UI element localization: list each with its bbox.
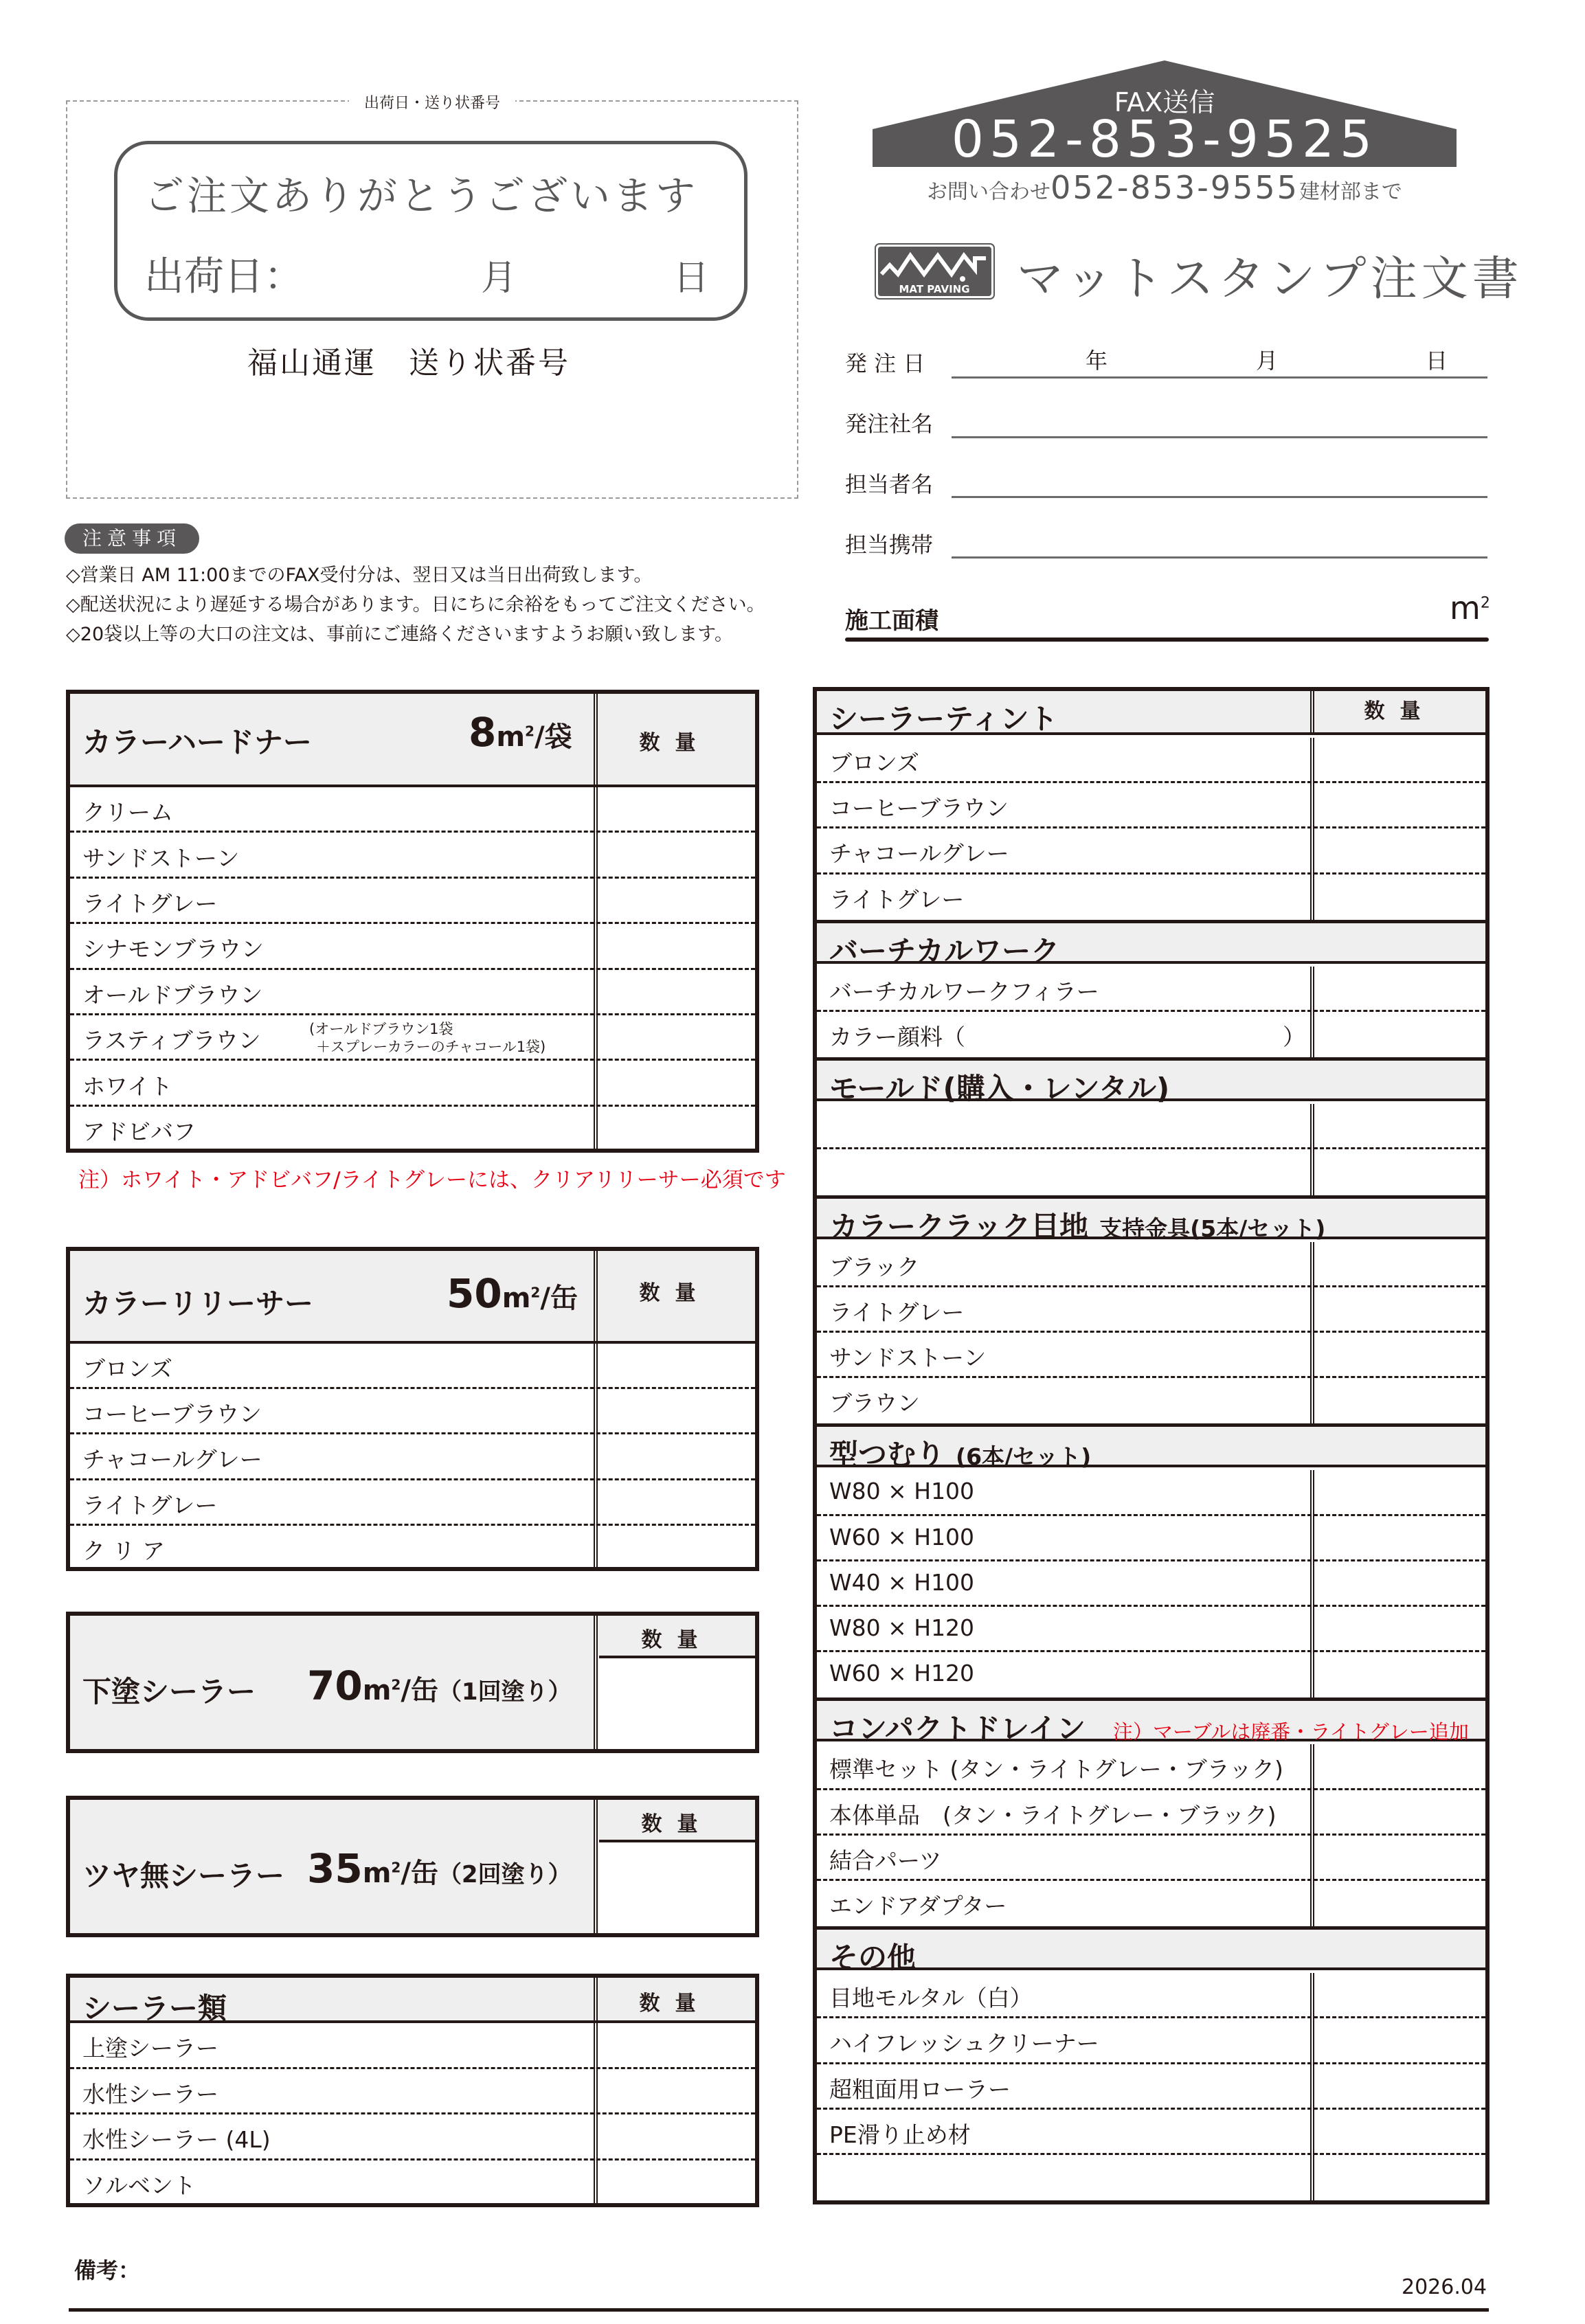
- qty-header: 数量: [641, 1628, 713, 1652]
- section-subtitle: 支持金具(5本/セット): [1099, 1215, 1326, 1242]
- qty-cell[interactable]: [1314, 783, 1485, 826]
- coverage-per: /缶: [401, 1675, 438, 1706]
- person-label: 担当者名: [845, 471, 934, 497]
- table-row: [817, 828, 1485, 874]
- table-row: [817, 1744, 1485, 1790]
- qty-cell[interactable]: [599, 2161, 755, 2207]
- item-label: チャコールグレー: [82, 1446, 262, 1474]
- hardener-title: カラーハードナー: [82, 725, 312, 759]
- qty-cell[interactable]: [1314, 828, 1485, 872]
- table-row: [817, 1836, 1485, 1881]
- paren-close: ）: [1283, 1024, 1305, 1051]
- table-row: [817, 1378, 1485, 1423]
- qty-cell[interactable]: [1314, 738, 1485, 781]
- item-label: クリーム: [82, 799, 173, 826]
- qty-cell[interactable]: [1314, 1516, 1485, 1559]
- section-header: [817, 1423, 1485, 1472]
- table-row: [70, 879, 755, 924]
- remarks-field[interactable]: [69, 2308, 1489, 2312]
- section-header: [817, 691, 1485, 735]
- table-row: [70, 787, 755, 833]
- section-title: バーチカルワーク: [829, 934, 1060, 968]
- table-row: [817, 1607, 1485, 1652]
- note-line: ◇20袋以上等の大口の注文は、事前にご連絡くださいますようお願い致します。: [66, 624, 733, 645]
- notes-badge: 注意事項: [65, 523, 199, 554]
- logo-text: MAT PAVING: [899, 283, 970, 295]
- qty-header: 数量: [1364, 699, 1436, 723]
- coverage-num: 35: [307, 1845, 363, 1892]
- item-label: ライトグレー: [82, 890, 218, 917]
- rusty-brown-note: (オールドブラウン1袋: [309, 1021, 453, 1037]
- table-row: [817, 1470, 1485, 1515]
- section-header: [817, 920, 1485, 968]
- table-row: [817, 1242, 1485, 1287]
- qty-cell[interactable]: [1314, 2064, 1485, 2108]
- qty-cell[interactable]: [599, 2023, 755, 2067]
- item-label: コーヒーブラウン: [829, 795, 1009, 822]
- mat-paving-logo: [875, 243, 995, 300]
- item-label: 本体単品 (タン・ライトグレー・ブラック): [829, 1801, 1277, 1829]
- ship-date-label: 出荷日：: [144, 253, 304, 300]
- releaser-coverage: [447, 1270, 578, 1317]
- item-label: 目地モルタル（白）: [829, 1985, 1033, 2012]
- qty-cell[interactable]: [599, 1015, 755, 1059]
- section-title: シーラーティント: [829, 702, 1058, 736]
- table-row: [70, 2114, 755, 2161]
- item-label: 標準セット (タン・ライトグレー・ブラック): [829, 1756, 1283, 1783]
- qty-cell[interactable]: [1314, 1104, 1485, 1147]
- mobile-field[interactable]: [952, 556, 1487, 559]
- note-line: ◇営業日 AM 11:00までのFAX受付分は、翌日又は当日出荷致します。: [66, 565, 653, 586]
- item-label: 水性シーラー (4L): [82, 2126, 271, 2154]
- area-unit-m: m: [1450, 589, 1481, 627]
- fax-number: 052-853-9525: [951, 110, 1378, 169]
- item-label: ソルベント: [82, 2171, 196, 2199]
- section-title: コンパクトドレイン 注）マーブルは廃番・ライトグレー追加: [829, 1712, 1469, 1746]
- hardener-coverage: [469, 709, 572, 756]
- qty-cell[interactable]: [1314, 1836, 1485, 1879]
- qty-cell[interactable]: [599, 1842, 755, 1933]
- section-header: [817, 1697, 1485, 1746]
- item-label: ライトグレー: [829, 1298, 965, 1326]
- qty-cell[interactable]: [1314, 967, 1485, 1010]
- qty-cell[interactable]: [599, 1480, 755, 1524]
- thanks-text: ご注文ありがとうございます: [144, 172, 699, 219]
- qty-cell[interactable]: [599, 2069, 755, 2113]
- rusty-brown-note: ＋スプレーカラーのチャコール1袋): [316, 1039, 546, 1055]
- section-subtitle: (6本/セット): [956, 1443, 1092, 1471]
- coverage-unit: m: [496, 721, 526, 753]
- item-label: アドビバフ: [82, 1118, 196, 1145]
- table-row: [817, 783, 1485, 828]
- carrier-tracking-label: 福山通運 送り状番号: [247, 346, 570, 381]
- item-label: PE滑り止め材: [829, 2121, 971, 2148]
- column-divider: [1310, 1744, 1314, 1926]
- coverage-num: 50: [447, 1270, 502, 1317]
- table-row: [817, 1790, 1485, 1836]
- item-label: オールドブラウン: [82, 981, 263, 1008]
- section-title: その他: [829, 1941, 917, 1975]
- matte-sealer-title: ツヤ無シーラー: [82, 1859, 285, 1893]
- table-row: [70, 1480, 755, 1526]
- table-row: [70, 1389, 755, 1434]
- column-divider: [1310, 738, 1314, 920]
- qty-header-cell: [599, 1800, 755, 1842]
- qty-header: 数量: [639, 1281, 711, 1305]
- qty-cell[interactable]: [1314, 2018, 1485, 2062]
- qty-cell[interactable]: [1314, 2110, 1485, 2153]
- table-row: [70, 2069, 755, 2115]
- order-date-label: 発 注 日: [845, 350, 925, 376]
- item-label: 水性シーラー: [82, 2080, 218, 2108]
- inquiry-suffix: 建材部まで: [1299, 180, 1402, 204]
- releaser-title: カラーリリーサー: [82, 1287, 314, 1320]
- qty-cell[interactable]: [599, 833, 755, 876]
- table-row: [70, 1344, 755, 1389]
- section-title: 型つむり (6本/セット): [829, 1438, 1092, 1472]
- table-row: [817, 1149, 1485, 1195]
- coverage-sup: 2: [391, 1676, 401, 1693]
- table-row: [70, 1434, 755, 1480]
- item-label: ラスティブラウン: [82, 1027, 261, 1054]
- ship-day-label: 日: [673, 258, 710, 299]
- column-divider: [1310, 1104, 1314, 1195]
- coverage-num: 70: [307, 1662, 363, 1709]
- item-label: ブラック: [829, 1253, 920, 1281]
- remarks-label: 備考：: [74, 2257, 141, 2283]
- releaser-table: [66, 1247, 759, 1571]
- area-label: 施工面積: [845, 607, 938, 635]
- column-divider: [1310, 1242, 1314, 1424]
- qty-cell[interactable]: [1314, 1790, 1485, 1834]
- table-row: [70, 2023, 755, 2069]
- ship-month-label: 月: [481, 258, 517, 299]
- item-label: W80 × H100: [829, 1478, 975, 1505]
- qty-cell[interactable]: [1314, 1242, 1485, 1285]
- item-label: チャコールグレー: [829, 840, 1009, 868]
- table-row: [817, 1561, 1485, 1607]
- hardener-header: [70, 694, 755, 787]
- item-label: ブロンズ: [829, 749, 920, 777]
- table-row: [817, 1287, 1485, 1333]
- qty-cell[interactable]: [1314, 2155, 1485, 2200]
- coverage-per: /袋: [534, 721, 572, 753]
- qty-header: 数量: [641, 1812, 713, 1836]
- table-row: [70, 1015, 755, 1061]
- qty-header-cell: [599, 1616, 755, 1658]
- area-unit-sup: 2: [1480, 594, 1490, 612]
- item-label: エンドアダプター: [829, 1893, 1007, 1920]
- sealers-title: シーラー類: [82, 1992, 227, 2025]
- accessories-table: [813, 687, 1490, 2204]
- section-header: [817, 1057, 1485, 1106]
- fax-label: FAX送信: [1114, 87, 1215, 117]
- qty-header: 数量: [639, 1992, 711, 2016]
- coverage-num: 8: [469, 709, 497, 756]
- order-day-label: 日: [1426, 348, 1448, 374]
- qty-cell[interactable]: [1314, 1744, 1485, 1787]
- item-label: W60 × H100: [829, 1523, 975, 1550]
- inquiry-line: [873, 169, 1457, 206]
- qty-cell[interactable]: [1314, 1607, 1485, 1650]
- item-label: ブラウン: [829, 1390, 920, 1417]
- qty-cell[interactable]: [1314, 1881, 1485, 1926]
- item-label: バーチカルワークフィラー: [829, 978, 1099, 1005]
- qty-cell[interactable]: [1314, 1973, 1485, 2016]
- table-row: [70, 1061, 755, 1106]
- coverage-unit: m: [362, 1675, 392, 1706]
- coats-note: （2回塗り）: [438, 1861, 572, 1888]
- qty-cell[interactable]: [1314, 1012, 1485, 1057]
- company-label: 発注社名: [845, 411, 934, 437]
- qty-cell[interactable]: [599, 1061, 755, 1104]
- qty-cell[interactable]: [599, 787, 755, 831]
- item-label: カラー顔料（: [829, 1024, 965, 1051]
- qty-cell[interactable]: [599, 1434, 755, 1478]
- qty-cell[interactable]: [599, 970, 755, 1013]
- company-field[interactable]: [952, 436, 1487, 438]
- form-title: マットスタンプ注文書: [1017, 252, 1523, 306]
- item-label: ブロンズ: [82, 1355, 173, 1383]
- table-row: [817, 1516, 1485, 1561]
- qty-cell[interactable]: [1314, 1333, 1485, 1376]
- qty-cell[interactable]: [1314, 1149, 1485, 1195]
- qty-cell[interactable]: [599, 2114, 755, 2158]
- table-row: [817, 1881, 1485, 1926]
- table-row: [817, 1652, 1485, 1697]
- table-row: [817, 2018, 1485, 2064]
- item-label: サンドストーン: [829, 1344, 987, 1372]
- section-title: カラークラック目地 支持金具(5本/セット): [829, 1209, 1326, 1243]
- section-note: 注）マーブルは廃番・ライトグレー追加: [1112, 1720, 1469, 1744]
- table-row: [817, 2110, 1485, 2155]
- coverage-per: /缶: [540, 1283, 578, 1314]
- table-row: [70, 2161, 755, 2207]
- qty-header: 数量: [639, 731, 711, 755]
- order-date-field[interactable]: [952, 376, 1487, 379]
- area-unit: [1450, 589, 1490, 627]
- base-sealer-coverage: [307, 1662, 572, 1709]
- shipping-box-label: 出荷日・送り状番号: [349, 91, 515, 113]
- table-row: [817, 1012, 1485, 1057]
- matte-sealer-table: [66, 1796, 759, 1937]
- table-row: [817, 738, 1485, 783]
- coats-note: （1回塗り）: [438, 1678, 572, 1706]
- item-label: 超粗面用ローラー: [829, 2075, 1011, 2103]
- column-divider: [1310, 1470, 1314, 1697]
- section-title: モールド(購入・レンタル): [829, 1072, 1170, 1106]
- order-year-label: 年: [1086, 348, 1108, 374]
- section-header: [817, 1195, 1485, 1243]
- table-row: [817, 1973, 1485, 2018]
- matte-sealer-coverage: [307, 1845, 572, 1892]
- qty-cell[interactable]: [1314, 1287, 1485, 1331]
- person-field[interactable]: [952, 496, 1487, 498]
- hardener-note: 注）ホワイト・アドビバフ/ライトグレーには、クリアリリーサー必須です: [78, 1168, 786, 1193]
- column-divider: [594, 1800, 598, 1933]
- qty-cell[interactable]: [1314, 1470, 1485, 1513]
- item-label: 結合パーツ: [829, 1847, 942, 1874]
- table-row: [817, 1104, 1485, 1149]
- qty-cell[interactable]: [1314, 1561, 1485, 1605]
- item-label: コーヒーブラウン: [82, 1401, 262, 1428]
- section-header: [817, 1926, 1485, 1975]
- column-divider: [1310, 967, 1314, 1057]
- area-field[interactable]: [845, 638, 1489, 642]
- coverage-unit: m: [502, 1283, 531, 1314]
- item-label: ライトグレー: [829, 885, 965, 913]
- item-label: ハイフレッシュクリーナー: [829, 2030, 1099, 2057]
- qty-cell[interactable]: [1314, 1378, 1485, 1423]
- table-row: [817, 2155, 1485, 2200]
- table-row: [817, 2064, 1485, 2110]
- table-row: [817, 967, 1485, 1012]
- order-month-label: 月: [1256, 348, 1279, 374]
- item-label: シナモンブラウン: [82, 936, 264, 963]
- item-label: ライトグレー: [82, 1491, 218, 1519]
- item-label: W40 × H100: [829, 1568, 975, 1596]
- base-sealer-title: 下塗シーラー: [82, 1675, 256, 1708]
- inquiry-prefix: お問い合わせ: [927, 180, 1051, 204]
- item-label: ホワイト: [82, 1072, 173, 1100]
- coverage-sup: 2: [530, 1284, 541, 1301]
- qty-cell[interactable]: [599, 1526, 755, 1571]
- qty-cell[interactable]: [599, 1107, 755, 1152]
- sealers-table: [66, 1974, 759, 2207]
- coverage-sup: 2: [525, 723, 535, 740]
- edition-date: 2026.04: [1402, 2275, 1487, 2299]
- item-label: 上塗シーラー: [82, 2035, 218, 2062]
- hardener-table: [66, 690, 759, 1153]
- table-row: [70, 1526, 755, 1571]
- qty-cell[interactable]: [1314, 875, 1485, 920]
- column-divider: [1310, 1973, 1314, 2200]
- coverage-unit: m: [362, 1858, 392, 1889]
- mobile-label: 担当携帯: [845, 532, 934, 558]
- item-label: W60 × H120: [829, 1660, 975, 1687]
- item-label: W80 × H120: [829, 1614, 975, 1642]
- table-row: [70, 970, 755, 1015]
- item-label: ク リ ア: [82, 1537, 165, 1564]
- item-label: サンドストーン: [82, 844, 240, 872]
- table-row: [70, 924, 755, 969]
- coverage-sup: 2: [391, 1859, 401, 1876]
- table-row: [70, 833, 755, 878]
- sealers-header: [70, 1978, 755, 2023]
- releaser-header: [70, 1251, 755, 1344]
- qty-cell[interactable]: [599, 1389, 755, 1432]
- column-divider: [594, 1616, 598, 1749]
- qty-cell[interactable]: [599, 879, 755, 922]
- qty-cell[interactable]: [599, 1658, 755, 1749]
- note-line: ◇配送状況により遅延する場合があります。日にちに余裕をもってご注文ください。: [66, 594, 765, 616]
- qty-cell[interactable]: [599, 1344, 755, 1387]
- qty-cell[interactable]: [1314, 1652, 1485, 1697]
- qty-cell[interactable]: [599, 924, 755, 967]
- pigment-color-input[interactable]: [954, 1017, 1276, 1052]
- coverage-per: /缶: [401, 1858, 438, 1889]
- inquiry-number: 052-853-9555: [1050, 169, 1299, 206]
- base-sealer-table: [66, 1612, 759, 1753]
- table-row: [817, 875, 1485, 920]
- table-row: [817, 1333, 1485, 1378]
- table-row: [70, 1107, 755, 1152]
